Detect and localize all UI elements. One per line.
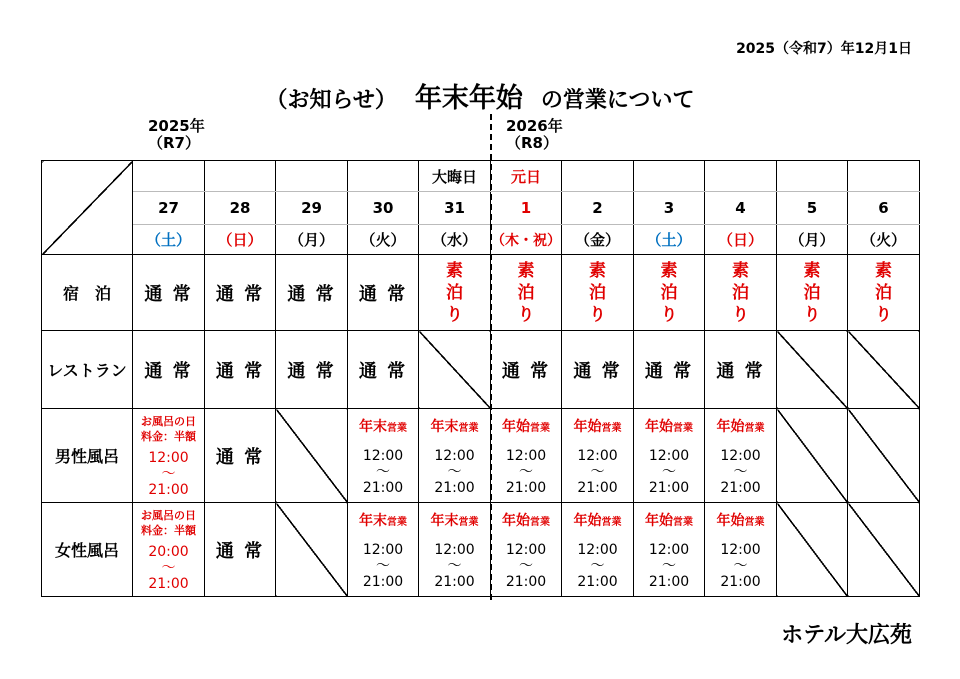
day-cell: 2 [562, 192, 634, 225]
year-label-2025 [148, 118, 205, 152]
status-normal: 通 常 [205, 255, 276, 331]
status-normal: 通 常 [276, 255, 348, 331]
weekday-cell: （日） [705, 225, 777, 255]
title-prefix: （お知らせ） [265, 88, 397, 113]
weekday-cell: （金） [562, 225, 634, 255]
status-sudomari: 素 泊 り [777, 255, 848, 331]
weekday-cell: （土） [634, 225, 705, 255]
weekday-cell: （土） [133, 225, 205, 255]
status-normal: 通 常 [705, 331, 777, 409]
day-cell: 31 [419, 192, 491, 225]
day-cell: 28 [205, 192, 276, 225]
status-normal: 通 常 [205, 331, 276, 409]
bath-day-cell: お風呂の日 料金：半額 20:00 ～ 21:00 [133, 503, 205, 597]
status-sudomari: 素 泊 り [705, 255, 777, 331]
nenshi-cell: 年始営業 12:00 ～ 21:00 [491, 409, 562, 503]
nenshi-cell: 年始営業 12:00 ～ 21:00 [634, 503, 705, 597]
status-normal: 通 常 [133, 255, 205, 331]
day-cell: 5 [777, 192, 848, 225]
row-label-male-bath: 男性風呂 [42, 409, 133, 503]
closed-slash [848, 331, 920, 409]
day-cell: 1 [491, 192, 562, 225]
day-cell: 4 [705, 192, 777, 225]
page-title [0, 76, 960, 115]
nenmatsu-cell: 年末営業 12:00 ～ 21:00 [348, 409, 419, 503]
row-label-restaurant: レストラン [42, 331, 133, 409]
status-sudomari: 素 泊 り [634, 255, 705, 331]
nenmatsu-cell: 年末営業 12:00 ～ 21:00 [419, 409, 491, 503]
day-cell: 6 [848, 192, 920, 225]
closed-slash [777, 409, 848, 503]
weekday-cell: （木・祝） [491, 225, 562, 255]
status-normal: 通 常 [348, 331, 419, 409]
closed-slash [276, 503, 348, 597]
status-sudomari: 素 泊 り [491, 255, 562, 331]
weekday-cell: （月） [276, 225, 348, 255]
status-normal: 通 常 [491, 331, 562, 409]
title-suffix: の営業について [540, 88, 695, 113]
day-cell: 30 [348, 192, 419, 225]
nenshi-cell: 年始営業 12:00 ～ 21:00 [562, 503, 634, 597]
closed-slash [276, 409, 348, 503]
status-normal: 通 常 [348, 255, 419, 331]
status-normal: 通 常 [634, 331, 705, 409]
hotel-name: ホテル大広苑 [781, 623, 912, 648]
nenshi-cell: 年始営業 12:00 ～ 21:00 [562, 409, 634, 503]
corner-cell [42, 161, 133, 255]
weekday-cell: （火） [348, 225, 419, 255]
notice-date: 2025（令和7）年12月1日 [736, 41, 912, 57]
status-sudomari: 素 泊 り [848, 255, 920, 331]
year-2026: 2026年 [506, 117, 563, 135]
day-cell: 27 [133, 192, 205, 225]
status-sudomari: 素 泊 り [419, 255, 491, 331]
status-normal: 通 常 [562, 331, 634, 409]
era-r8: （R8） [506, 134, 558, 152]
special-day-ganjitsu: 元日 [491, 161, 562, 192]
closed-slash [848, 409, 920, 503]
weekday-cell: （火） [848, 225, 920, 255]
special-day-omisoka: 大晦日 [419, 161, 491, 192]
weekday-cell: （水） [419, 225, 491, 255]
closed-slash [777, 331, 848, 409]
day-cell: 29 [276, 192, 348, 225]
status-normal: 通 常 [133, 331, 205, 409]
nenmatsu-cell: 年末営業 12:00 ～ 21:00 [419, 503, 491, 597]
schedule-table [41, 160, 920, 597]
year-divider [490, 114, 492, 600]
status-normal: 通 常 [205, 409, 276, 503]
nenshi-cell: 年始営業 12:00 ～ 21:00 [705, 409, 777, 503]
nenshi-cell: 年始営業 12:00 ～ 21:00 [705, 503, 777, 597]
title-main: 年末年始 [414, 83, 523, 114]
weekday-cell: （日） [205, 225, 276, 255]
status-sudomari: 素 泊 り [562, 255, 634, 331]
nenshi-cell: 年始営業 12:00 ～ 21:00 [491, 503, 562, 597]
day-cell: 3 [634, 192, 705, 225]
closed-slash [419, 331, 491, 409]
era-r7: （R7） [148, 134, 200, 152]
closed-slash [777, 503, 848, 597]
row-label-lodging: 宿 泊 [42, 255, 133, 331]
status-normal: 通 常 [276, 331, 348, 409]
row-label-female-bath: 女性風呂 [42, 503, 133, 597]
closed-slash [848, 503, 920, 597]
nenmatsu-cell: 年末営業 12:00 ～ 21:00 [348, 503, 419, 597]
nenshi-cell: 年始営業 12:00 ～ 21:00 [634, 409, 705, 503]
year-2025: 2025年 [148, 117, 205, 135]
bath-day-cell: お風呂の日 料金：半額 12:00 ～ 21:00 [133, 409, 205, 503]
weekday-cell: （月） [777, 225, 848, 255]
status-normal: 通 常 [205, 503, 276, 597]
year-label-2026 [506, 118, 563, 152]
